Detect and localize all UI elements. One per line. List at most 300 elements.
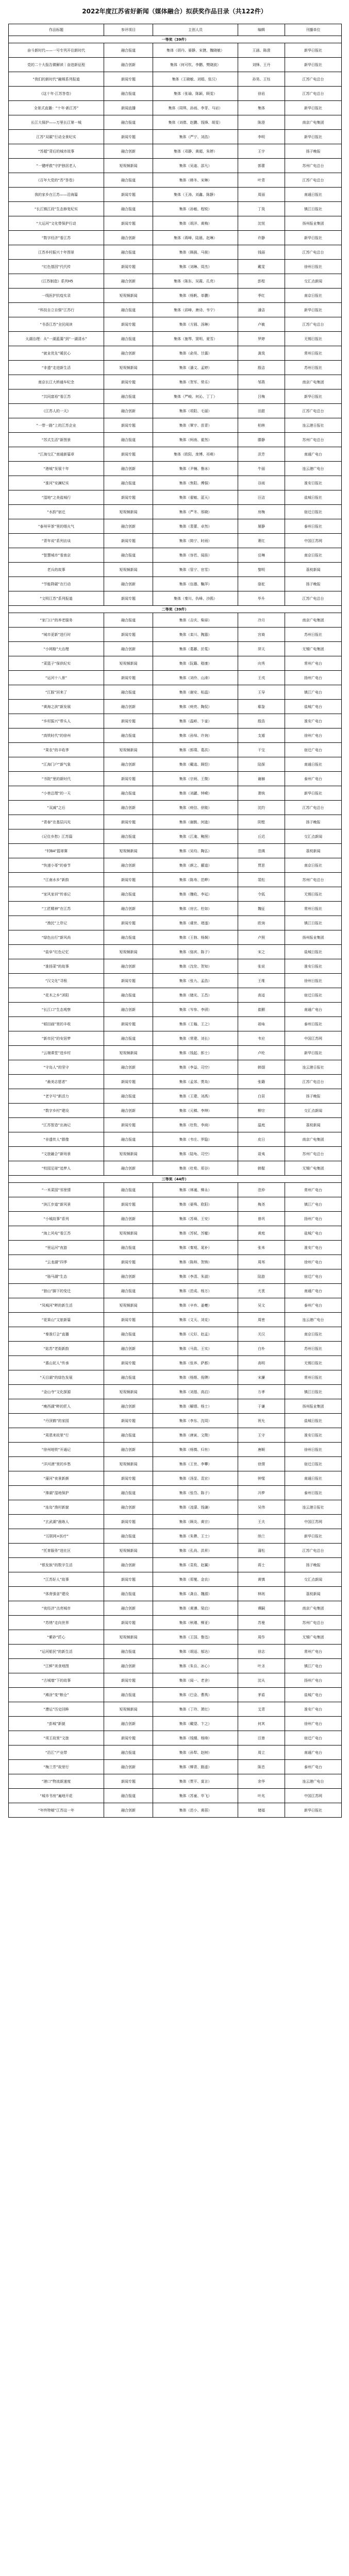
editor-cell: 羿天 xyxy=(238,642,285,656)
work-title-cell: “漕运”历史回眸 xyxy=(9,1702,104,1717)
creators-cell: 集体（张瑜、陈颖、顾雯） xyxy=(153,87,238,101)
table-row xyxy=(9,1731,342,1745)
work-title-cell: “运河船民”的新生活 xyxy=(9,1645,104,1659)
work-title-cell: “文旅融合”新场景 xyxy=(9,1147,104,1161)
table-row xyxy=(9,1241,342,1255)
creators-cell: 集体（翟敏、蓝天） xyxy=(153,490,238,505)
publisher-cell: 新华日报社 xyxy=(285,43,342,58)
work-title-cell: “我们的新时代”融媒系列报道 xyxy=(9,72,104,87)
publisher-cell: 盐城广电台 xyxy=(285,1688,342,1702)
work-title-cell: “里运河”夜游 xyxy=(9,1241,104,1255)
editor-cell: 干宝 xyxy=(238,743,285,757)
table-row xyxy=(9,1803,342,1818)
publisher-cell: 宿迁广电台 xyxy=(285,743,342,757)
category-cell: 融合创新 xyxy=(104,519,153,534)
table-body xyxy=(9,36,342,1818)
creators-cell: 集体（容若、闻笛） xyxy=(153,548,238,563)
creators-cell: 集体（胡丹、晏静、宋捷、魏晓敏） xyxy=(153,43,238,58)
work-title-cell: “数字经济”看江苏 xyxy=(9,231,104,245)
editor-cell: 王守 xyxy=(238,1428,285,1443)
editor-cell: 汪洁 xyxy=(238,490,285,505)
work-title-cell: “城市更新”进行时 xyxy=(9,628,104,642)
publisher-cell: 交汇点新闻 xyxy=(285,1572,342,1587)
category-cell: 融合报道 xyxy=(104,1327,153,1342)
editor-cell: 陆探 xyxy=(238,757,285,772)
publisher-cell: 江苏广电总台 xyxy=(285,1075,342,1089)
publisher-cell: 无锡日报社 xyxy=(285,887,342,902)
publisher-cell: 新华日报社 xyxy=(285,1803,342,1818)
category-cell: 融合创新 xyxy=(104,757,153,772)
table-row xyxy=(9,433,342,447)
publisher-cell: 无锡日报社 xyxy=(285,1356,342,1370)
editor-cell: 黄慎 xyxy=(238,1572,285,1587)
publisher-cell: 中国江苏网 xyxy=(285,534,342,548)
editor-cell: 冷月 xyxy=(238,613,285,628)
category-cell: 短视频新闻 xyxy=(104,1630,153,1645)
category-cell: 融合创新 xyxy=(104,1342,153,1356)
category-cell: 新闻专题 xyxy=(104,1118,153,1132)
work-title-cell: “夜经济”点亮城市 xyxy=(9,1601,104,1616)
work-title-cell: “秦淮灯会”直播 xyxy=(9,1327,104,1342)
creators-cell: 集体（王国、鲁迅） xyxy=(153,1630,238,1645)
creators-cell: 集体（储光、王昌） xyxy=(153,988,238,1003)
publisher-cell: 南通广电台 xyxy=(285,1284,342,1298)
category-cell: 新闻专题 xyxy=(104,216,153,231)
creators-cell: 集体（秦观、晁补） xyxy=(153,1241,238,1255)
creators-cell: 集体（袁枚、赵翼） xyxy=(153,1558,238,1572)
work-title-cell: “一键呼救”守护独居老人 xyxy=(9,159,104,173)
publisher-cell: 盐城广电台 xyxy=(285,700,342,714)
work-title-cell: “天目湖”的绿色发展 xyxy=(9,1370,104,1385)
category-cell: 短视频新闻 xyxy=(104,1046,153,1060)
publisher-cell: 江苏广电总台 xyxy=(285,1544,342,1558)
work-title-cell: “淮河”安澜纪实 xyxy=(9,476,104,490)
publisher-cell: 泰州广电台 xyxy=(285,1298,342,1313)
editor-cell: 温庭 xyxy=(238,1118,285,1132)
creators-cell: 集体（苏童、毕飞） xyxy=(153,1789,238,1803)
category-cell: 新闻专题 xyxy=(104,1731,153,1745)
publisher-cell: 泰州日报社 xyxy=(285,519,342,534)
category-cell: 融合报道 xyxy=(104,476,153,490)
creators-cell: 集体（贺军、常乐） xyxy=(153,375,238,389)
category-cell: 融合报道 xyxy=(104,1645,153,1659)
table-row xyxy=(9,1017,342,1031)
publisher-cell: 苏州广电总台 xyxy=(285,1147,342,1161)
table-row xyxy=(9,476,342,490)
table-row xyxy=(9,1414,342,1428)
column-header-publisher: 刊播单位 xyxy=(285,24,342,36)
publisher-cell: 淮安日报社 xyxy=(285,476,342,490)
category-cell: 新闻专题 xyxy=(104,628,153,642)
creators-cell: 集体（陈东、吴霞、孔亮） xyxy=(153,274,238,289)
publisher-cell: 徐州日报社 xyxy=(285,1443,342,1457)
table-row xyxy=(9,1789,342,1803)
category-cell: 新闻专题 xyxy=(104,1616,153,1630)
creators-cell: 集体（沈佺、贺知） xyxy=(153,959,238,974)
work-title-cell: “家风家训”传承记 xyxy=(9,887,104,902)
work-title-cell: “泰州早茶”里的烟火气 xyxy=(9,519,104,534)
editor-cell: 令狐 xyxy=(238,887,285,902)
editor-cell: 许静 xyxy=(238,231,285,245)
table-row xyxy=(9,656,342,671)
publisher-cell: 南通日报社 xyxy=(285,188,342,202)
table-row xyxy=(9,1226,342,1241)
table-row xyxy=(9,216,342,231)
editor-cell: 陈忠 xyxy=(238,1760,285,1774)
table-row xyxy=(9,173,342,188)
table-row xyxy=(9,628,342,642)
creators-cell: 集体（焦阳、傅强） xyxy=(153,476,238,490)
table-row xyxy=(9,1356,342,1370)
category-cell: 新闻专题 xyxy=(104,447,153,462)
table-row xyxy=(9,1046,342,1060)
publisher-cell: 新华日报社 xyxy=(285,130,342,144)
table-row xyxy=(9,505,342,519)
work-title-cell: 《百年大党的“苏”答卷》 xyxy=(9,173,104,188)
editor-cell: 魏征 xyxy=(238,902,285,916)
category-cell: 新闻专题 xyxy=(104,1197,153,1212)
editor-cell: 王维 xyxy=(238,974,285,988)
work-title-cell: “渔民”上岸记 xyxy=(9,916,104,930)
work-title-cell: “濠河”夜景新颜 xyxy=(9,1471,104,1486)
category-cell: 短视频新闻 xyxy=(104,361,153,375)
category-cell: 融合创新 xyxy=(104,1717,153,1731)
publisher-cell: 连云港日报社 xyxy=(285,1500,342,1515)
table-row xyxy=(9,260,342,274)
creators-cell: 集体（张岱、陈子） xyxy=(153,1486,238,1500)
editor-cell: 龚岚 xyxy=(238,346,285,361)
creators-cell: 集体（文天、刘克） xyxy=(153,1313,238,1327)
creators-cell: 集体（严冬、邢晓） xyxy=(153,505,238,519)
publisher-cell: 南京日报社 xyxy=(285,548,342,563)
table-row xyxy=(9,1702,342,1717)
publisher-cell: 扬州报业集团 xyxy=(285,930,342,945)
creators-cell: 集体（孙绰、许询） xyxy=(153,728,238,743)
table-row xyxy=(9,1616,342,1630)
creators-cell: 集体（李东、沈周） xyxy=(153,1414,238,1428)
table-row xyxy=(9,858,342,873)
creators-cell: 集体（刘伶、山涛） xyxy=(153,671,238,685)
creators-cell: 集体（郭璞、葛洪） xyxy=(153,743,238,757)
publisher-cell: 新华日报社 xyxy=(285,58,342,72)
table-row xyxy=(9,743,342,757)
editor-cell: 张耒 xyxy=(238,1241,285,1255)
editor-cell: 岳琳 xyxy=(238,548,285,563)
creators-cell: 集体（江淹、鲍照） xyxy=(153,829,238,844)
work-title-cell: “溱湖”湿地保护 xyxy=(9,1486,104,1500)
table-row xyxy=(9,375,342,389)
publisher-cell: 淮安日报社 xyxy=(285,959,342,974)
editor-cell: 向秀 xyxy=(238,656,285,671)
table-row xyxy=(9,1673,342,1688)
editor-cell: 卢敏 xyxy=(238,317,285,332)
work-title-cell: “汉文化”寻根 xyxy=(9,974,104,988)
editor-cell: 卢照 xyxy=(238,930,285,945)
editor-cell: 殷洁 xyxy=(238,361,285,375)
table-row xyxy=(9,1544,342,1558)
editor-cell: 徐渭 xyxy=(238,1457,285,1471)
publisher-cell: 南京日报社 xyxy=(285,858,342,873)
table-row xyxy=(9,1147,342,1161)
table-row xyxy=(9,43,342,58)
work-title-cell: “连岛”渔村新貌 xyxy=(9,1500,104,1515)
category-cell: 融合报道 xyxy=(104,786,153,801)
editor-cell: 萧统 xyxy=(238,786,285,801)
publisher-cell: 连云港日报社 xyxy=(285,418,342,433)
work-title-cell: “菜篮子”保供纪实 xyxy=(9,656,104,671)
table-row xyxy=(9,1031,342,1046)
category-cell: 新闻专题 xyxy=(104,490,153,505)
editor-cell: 房梅 xyxy=(238,505,285,519)
work-title-cell: “金山寺”文化探源 xyxy=(9,1385,104,1399)
category-cell: 融合报道 xyxy=(104,829,153,844)
creators-cell: 集体（颜之、郦道） xyxy=(153,858,238,873)
category-cell: 融合创新 xyxy=(104,404,153,418)
publisher-cell: 扬州广电台 xyxy=(285,1673,342,1688)
creators-cell: 集体（管宁、官雪） xyxy=(153,563,238,577)
work-title-cell: “就业优先”暖民心 xyxy=(9,346,104,361)
work-title-cell: “惠山泥人”传承 xyxy=(9,1356,104,1370)
creators-cell: 集体（刘琳、周杰） xyxy=(153,260,238,274)
publisher-cell: 盐城广电台 xyxy=(285,1226,342,1241)
publisher-cell: 江苏广电总台 xyxy=(285,173,342,188)
work-title-cell: “节能降碳”在行动 xyxy=(9,577,104,591)
table-row xyxy=(9,1385,342,1399)
publisher-cell: 苏州日报社 xyxy=(285,628,342,642)
table-row xyxy=(9,332,342,346)
category-cell: 融合报道 xyxy=(104,332,153,346)
publisher-cell: 宿迁日报社 xyxy=(285,988,342,1003)
editor-cell: 汪曾 xyxy=(238,1731,285,1745)
category-cell: 融合报道 xyxy=(104,887,153,902)
table-row xyxy=(9,700,342,714)
creators-cell: 集体（范小、黄蓓） xyxy=(153,1803,238,1818)
table-row xyxy=(9,303,342,317)
work-title-cell: “老字号”新活力 xyxy=(9,1089,104,1104)
work-title-cell: “港城”发展十年 xyxy=(9,462,104,476)
editor-cell: 屠静 xyxy=(238,519,285,534)
creators-cell: 集体（韦庄、罗隐） xyxy=(153,1132,238,1147)
work-title-cell: “凤城河”畔的新生活 xyxy=(9,1298,104,1313)
category-cell: 新闻专题 xyxy=(104,671,153,685)
editor-cell: 何其 xyxy=(238,1717,285,1731)
work-title-cell: “银发族”的数字生活 xyxy=(9,1558,104,1572)
table-row xyxy=(9,1060,342,1075)
work-title-cell: “海上风电”看江苏 xyxy=(9,1226,104,1241)
work-title-cell: “小城故事”系列 xyxy=(9,1212,104,1226)
creators-cell: 集体（张九、孟浩） xyxy=(153,974,238,988)
category-cell: 短视频新闻 xyxy=(104,844,153,858)
editor-cell: 刘锋、王丹 xyxy=(238,58,285,72)
publisher-cell: 中国江苏网 xyxy=(285,1031,342,1046)
creators-cell: 集体（项阳、毛丽） xyxy=(153,404,238,418)
creators-cell: 集体（苏轼、苏辙） xyxy=(153,1226,238,1241)
publisher-cell: 新华日报社 xyxy=(285,1046,342,1060)
work-title-cell: “果农”的丰收季 xyxy=(9,743,104,757)
category-cell: 新闻专题 xyxy=(104,188,153,202)
editor-cell: 高适 xyxy=(238,988,285,1003)
creators-cell: 集体（龚自、魏源） xyxy=(153,1587,238,1601)
table-row xyxy=(9,916,342,930)
creators-cell: 集体（刘基、高启） xyxy=(153,1385,238,1399)
creators-cell: 集体（王勃、杨炯） xyxy=(153,930,238,945)
creators-cell: 集体（何可钦、李鹏、樊晓波） xyxy=(153,58,238,72)
publisher-cell: 交汇点新闻 xyxy=(285,829,342,844)
publisher-cell: 南京日报社 xyxy=(285,1327,342,1342)
table-row xyxy=(9,1161,342,1176)
category-cell: 融合报道 xyxy=(104,1241,153,1255)
table-row xyxy=(9,1212,342,1226)
publisher-cell: 苏州广电总台 xyxy=(285,159,342,173)
work-title-cell: “托育服务”进社区 xyxy=(9,1544,104,1558)
editor-cell: 萧红 xyxy=(238,534,285,548)
publisher-cell: 淮安广电台 xyxy=(285,714,342,728)
work-title-cell: “文明江苏”系列报道 xyxy=(9,591,104,606)
editor-cell: 滕静 xyxy=(238,433,285,447)
work-title-cell: “体育强省”建设 xyxy=(9,1587,104,1601)
category-cell: 融合创新 xyxy=(104,858,153,873)
table-row xyxy=(9,728,342,743)
table-row xyxy=(9,490,342,505)
table-row xyxy=(9,1255,342,1269)
publisher-cell: 镇江广电台 xyxy=(285,685,342,700)
category-cell: 融合报道 xyxy=(104,613,153,628)
editor-cell: 祝允 xyxy=(238,1414,285,1428)
publisher-cell: 江苏广电总台 xyxy=(285,801,342,815)
work-title-cell: “港口”物流新速度 xyxy=(9,1774,104,1789)
editor-cell: 宋之 xyxy=(238,945,285,959)
work-title-cell: “项王故里”文旅 xyxy=(9,1731,104,1745)
work-title-cell: “稻田画”里的丰收 xyxy=(9,1017,104,1031)
editor-cell: 沈悦 xyxy=(238,216,285,231)
category-cell: 融合报道 xyxy=(104,1688,153,1702)
category-cell: 新闻专题 xyxy=(104,72,153,87)
table-row xyxy=(9,714,342,728)
table-row xyxy=(9,1342,342,1356)
editor-cell: 祖咏 xyxy=(238,1017,285,1031)
publisher-cell: 新华日报社 xyxy=(285,303,342,317)
work-title-cell: “江鲜”美食地图 xyxy=(9,1659,104,1673)
editor-cell: 邹燕 xyxy=(238,375,285,389)
creators-cell: 集体（刘勰、钟嵘） xyxy=(153,786,238,801)
category-cell: 融合创新 xyxy=(104,1601,153,1616)
creators-cell: 集体（严峻、何沁、丁丁） xyxy=(153,389,238,404)
work-title-cell: “沿江”产业带 xyxy=(9,1745,104,1760)
editor-cell: 王导 xyxy=(238,685,285,700)
table-row xyxy=(9,404,342,418)
creators-cell: 集体（王建、刘禹） xyxy=(153,1089,238,1104)
editor-cell: 阴铿 xyxy=(238,815,285,829)
work-title-cell: “花果山”文旅新篇 xyxy=(9,1313,104,1327)
creators-cell: 集体（栾川、隗嚣） xyxy=(153,628,238,642)
work-title-cell: “家门口”的养老服务 xyxy=(9,613,104,628)
work-title-cell: “大运河”文化带保护行动 xyxy=(9,216,104,231)
work-title-cell: “云龙湖”四季 xyxy=(9,1255,104,1269)
editor-cell: 陈澄 xyxy=(238,115,285,130)
publisher-cell: 泰州日报社 xyxy=(285,1017,342,1031)
work-title-cell: “江南水乡”新韵 xyxy=(9,873,104,887)
category-cell: 融合报道 xyxy=(104,1132,153,1147)
table-row xyxy=(9,1197,342,1212)
publisher-cell: 苏州日报社 xyxy=(285,1342,342,1356)
table-row xyxy=(9,58,342,72)
work-title-cell: “黄海之滨”新发展 xyxy=(9,700,104,714)
editor-cell: 方孝 xyxy=(238,1385,285,1399)
work-title-cell: “守岛人”的坚守 xyxy=(9,1060,104,1075)
editor-cell: 李明 xyxy=(238,130,285,144)
table-row xyxy=(9,1327,342,1342)
publisher-cell: 泰州日报社 xyxy=(285,1486,342,1500)
table-row xyxy=(9,671,342,685)
publisher-cell: 江苏广电总台 xyxy=(285,245,342,260)
category-cell: 短视频新闻 xyxy=(104,1226,153,1241)
creators-cell: 集体（庾信、徐陵） xyxy=(153,801,238,815)
category-cell: 融合创新 xyxy=(104,1558,153,1572)
work-title-cell: 南京长江大桥通车纪念 xyxy=(9,375,104,389)
work-title-cell: “古城墙”下的故事 xyxy=(9,1673,104,1688)
editor-cell: 白居 xyxy=(238,1089,285,1104)
publisher-cell: 江苏广电总台 xyxy=(285,87,342,101)
editor-cell: 范缜 xyxy=(238,844,285,858)
creators-cell: 集体（黄遵、梁启） xyxy=(153,1601,238,1616)
category-cell: 融合创新 xyxy=(104,1104,153,1118)
table-row xyxy=(9,1515,342,1529)
editor-cell: 潘洁 xyxy=(238,303,285,317)
work-title-cell: “高铁时代”的徐州 xyxy=(9,728,104,743)
table-row xyxy=(9,1104,342,1118)
editor-cell: 蒲松 xyxy=(238,1544,285,1558)
publisher-cell: 荔枝新闻 xyxy=(285,1587,342,1601)
publisher-cell: 镇江广电台 xyxy=(285,1659,342,1673)
publisher-cell: 荔枝新闻 xyxy=(285,844,342,858)
table-row xyxy=(9,1399,342,1414)
category-cell: 融合创新 xyxy=(104,58,153,72)
category-cell: 新闻专题 xyxy=(104,260,153,274)
work-title-cell: “滩涂”变“粮仓” xyxy=(9,1688,104,1702)
creators-cell: 集体（杨帆、单鹏） xyxy=(153,289,238,303)
work-title-cell: “云端课堂”进乡村 xyxy=(9,1046,104,1060)
publisher-cell: 徐州日报社 xyxy=(285,974,342,988)
publisher-cell: 南京日报社 xyxy=(285,289,342,303)
category-cell: 融合报道 xyxy=(104,1428,153,1443)
work-title-cell: “骆马湖”生态 xyxy=(9,1269,104,1284)
editor-cell: 谢赫 xyxy=(238,772,285,786)
creators-cell: 集体（王翰、王之） xyxy=(153,1017,238,1031)
work-title-cell: “小巷总理”的一天 xyxy=(9,786,104,801)
creators-cell: 集体（郑燮、金农） xyxy=(153,1572,238,1587)
editor-cell: 欧询 xyxy=(238,916,285,930)
category-cell: 融合报道 xyxy=(104,115,153,130)
table-row xyxy=(9,772,342,786)
publisher-cell: 交汇点新闻 xyxy=(285,274,342,289)
publisher-cell: 扬子晚报 xyxy=(285,815,342,829)
category-cell: 融合报道 xyxy=(104,303,153,317)
publisher-cell: 扬州报业集团 xyxy=(285,216,342,231)
creators-cell: 集体（王世、李攀） xyxy=(153,1457,238,1471)
creators-cell: 集体（蒋峰、陆晨、赵琳） xyxy=(153,231,238,245)
editor-cell: 周密 xyxy=(238,1313,285,1327)
editor-cell: 王涵、陈澄 xyxy=(238,43,285,58)
table-row xyxy=(9,974,342,988)
editor-cell: 梅尧 xyxy=(238,1197,285,1212)
publisher-cell: 苏州广电总台 xyxy=(285,1616,342,1630)
table-row xyxy=(9,945,342,959)
editor-cell: 洪芳 xyxy=(238,447,285,462)
creators-cell: 集体（孟郊、贾岛） xyxy=(153,1075,238,1089)
creators-cell: 集体（杨慎、归有） xyxy=(153,1443,238,1457)
editor-cell: 于谦 xyxy=(238,1399,285,1414)
creators-cell: 集体（谢安、桓温） xyxy=(153,685,238,700)
